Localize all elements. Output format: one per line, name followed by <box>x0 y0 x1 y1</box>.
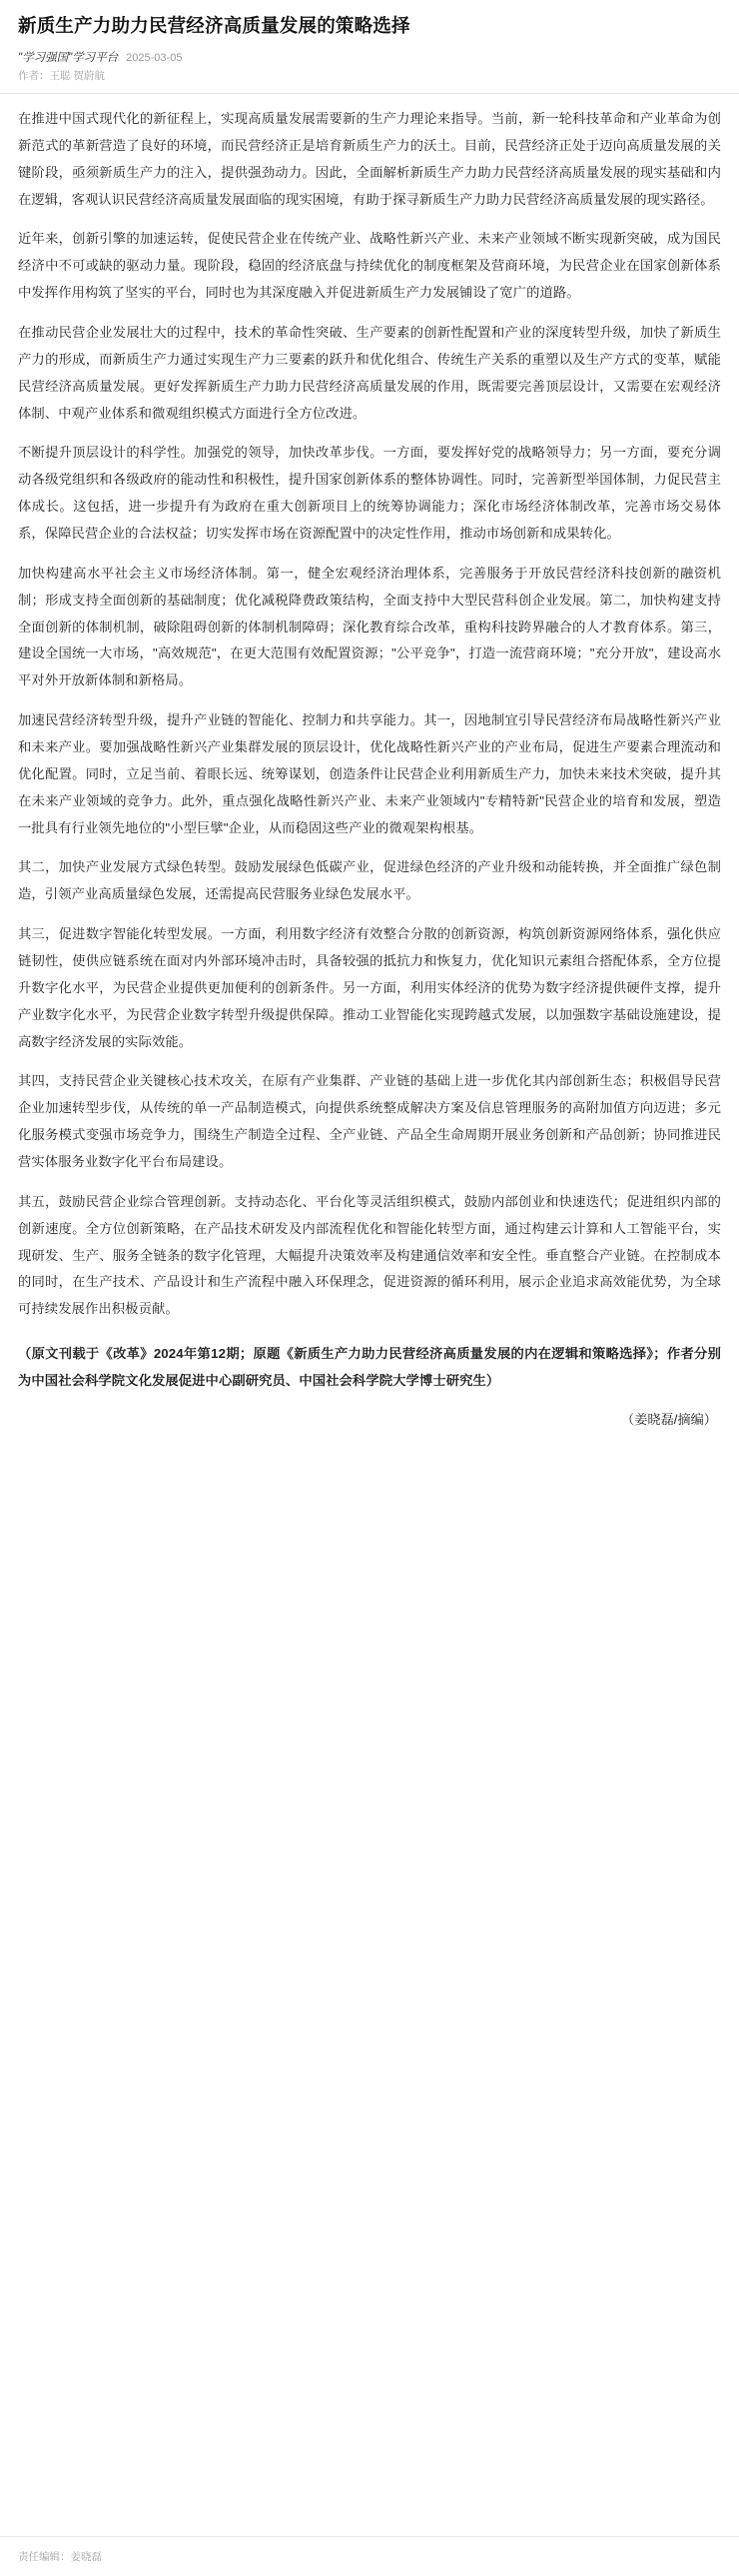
article-meta <box>18 49 721 65</box>
article-body <box>0 94 739 1480</box>
article-footer <box>0 2536 739 2576</box>
paragraph: 其五，鼓励民营企业综合管理创新。支持动态化、平台化等灵活组织模式，鼓励内部创业和快速迭代；促进组织内部的创新速度。全方位创新策略，在产品技术研发及内部流程优化和智能化转型方面，通过构建云计算和人工智能平台，实现研发、生产、服务全链条的数字化管理，大幅提升决策效率及构建通信效率和安全性。垂直整合产业链。在控制成本的同时，在生产技术、产品设计和生产流程中融入环保理念，促进资源的循环利用，展示企业追求高效能优势，为全球可持续发展作出积极贡献。 <box>18 1193 721 1317</box>
editor-signature: （姜晓磊/摘编） <box>621 1411 717 1427</box>
paragraph: 其三，促进数字智能化转型发展。一方面，利用数字经济有效整合分散的创新资源，构筑创新资源网络体系，强化供应链韧性，使供应链系统在面对内外部环境冲击时，具备较强的抵抗力和恢复力，优化知识元素组合搭配体系，全方位提升数字化水平，为民营企业提供更加便利的创新条件。另一方面，利用实体经济的优势为数字经济提供硬件支撑，提升产业数字化水平，为民营企业数字转型升级提供保障。推动工业智能化实现跨越式发展，以加强数字基础设施建设，提高数字经济发展的实际效能。 <box>18 926 721 1049</box>
paragraph: 其二，加快产业发展方式绿色转型。鼓励发展绿色低碳产业，促进绿色经济的产业升级和动能转换，并全面推广绿色制造，引领产业高质量绿色发展，还需提高民营服务业绿色发展水平。 <box>18 859 721 902</box>
page-title: 新质生产力助力民营经济高质量发展的策略选择 <box>18 15 410 36</box>
publish-date: 2025-03-05 <box>126 51 183 64</box>
responsible-editor-label: 责任编辑： <box>18 2551 71 2563</box>
article-header <box>0 0 739 83</box>
paragraph: 不断提升顶层设计的科学性。加强党的领导，加快改革步伐。一方面，要发挥好党的战略领导力；另一方面，要充分调动各级党组织和各级政府的能动性和积极性，提升国家创新体系的整体协调性。同时，完善新型举国体制，力促民营主体成长。这包括，进一步提升有为政府在重大创新项目上的统筹协调能力；深化市场经济体制改革，完善市场交易体系，保障民营企业的合法权益；切实发挥市场在资源配置中的决定性作用，推动市场创新和成果转化。 <box>18 445 721 541</box>
paragraph: 近年来，创新引擎的加速运转，促使民营企业在传统产业、战略性新兴产业、未来产业领域不断实现新突破，成为国民经济中不可或缺的驱动力量。现阶段，稳固的经济底盘与持续优化的制度框架及营商环境，为民营企业在国家创新体系中发挥作用构筑了坚实的平台，同时也为其深度融入并促进新质生产力发展铺设了宽广的道路。 <box>18 231 721 301</box>
paragraph: 在推动民营企业发展壮大的过程中，技术的革命性突破、生产要素的创新性配置和产业的深度转型升级，加快了新质生产力的形成，而新质生产力通过实现生产力三要素的跃升和优化组合、传统生产关系的重塑以及生产方式的变革，赋能民营经济高质量发展。更好发挥新质生产力助力民营经济高质量发展的作用，既需要完善顶层设计，又需要在宏观经济体制、中观产业体系和微观组织模式方面进行全方位改进。 <box>18 324 721 421</box>
author-line: 作者：王聪 贺蔚航 <box>18 69 105 82</box>
paragraph: 加快构建高水平社会主义市场经济体制。第一，健全宏观经济治理体系，完善服务于开放民营经济科技创新的融资机制；形成支持全面创新的基础制度；优化减税降费政策结构，全面支持中大型民营科创企业发展。第二，加快构建支持全面创新的体制机制，破除阻碍创新的体制机制障碍；深化教育综合改革，重构科技跨界融合的人才教育体系。第三，建设全国统一大市场，"高效规范"，在更大范围有效配置资源；"公平竞争"，打造一流营商环境；"充分开放"，建设高水平对外开放新体制和新格局。 <box>18 565 721 688</box>
source-note: （原文刊载于《改革》2024年第12期；原题《新质生产力助力民营经济高质量发展的内在逻辑和策略选择》；作者分别为中国社会科学院文化发展促进中心副研究员、中国社会科学院大学博士研究生） <box>18 1346 721 1389</box>
paragraph: 加速民营经济转型升级，提升产业链的智能化、控制力和共享能力。其一，因地制宜引导民营经济布局战略性新兴产业和未来产业。要加强战略性新兴产业集群发展的顶层设计，优化战略性新兴产业的产业布局，促进生产要素合理流动和优化配置。同时，立足当前、着眼长远、统筹谋划，创造条件让民营企业利用新质生产力，加快未来技术突破，提升其在未来产业领域的竞争力。此外，重点强化战略性新兴产业、未来产业领域内"专精特新"民营企业的培育和发展，塑造一批具有行业领先地位的"小型巨擘"企业，从而稳固这些产业的微观架构根基。 <box>18 712 721 835</box>
paragraph: 在推进中国式现代化的新征程上，实现高质量发展需要新的生产力理论来指导。当前，新一轮科技革命和产业革命为创新范式的革新营造了良好的环境，而民营经济正是培育新质生产力的沃土。目前，民营经济正处于迈向高质量发展的关键阶段，亟须新质生产力的注入，提供强劲动力。因此，全面解析新质生产力助力民营经济高质量发展的现实基础和内在逻辑，客观认识民营经济高质量发展面临的现实困境，有助于探寻新质生产力助力民营经济高质量发展的现实路径。 <box>18 110 721 207</box>
source-label: "学习强国"学习平台 <box>18 51 119 64</box>
paragraph: 其四，支持民营企业关键核心技术攻关，在原有产业集群、产业链的基础上进一步优化其内部创新生态；积极倡导民营企业加速转型步伐，从传统的单一产品制造模式，向提供系统整成解决方案及信息管理服务的高附加值方向迈进；多元化服务模式变强市场竞争力，围绕生产制造全过程、全产业链、产品全生命周期开展业务创新和产品创新；协同推进民营实体服务业数字化平台布局建设。 <box>18 1073 721 1170</box>
responsible-editor-name: 姜晓磊 <box>70 2551 102 2563</box>
